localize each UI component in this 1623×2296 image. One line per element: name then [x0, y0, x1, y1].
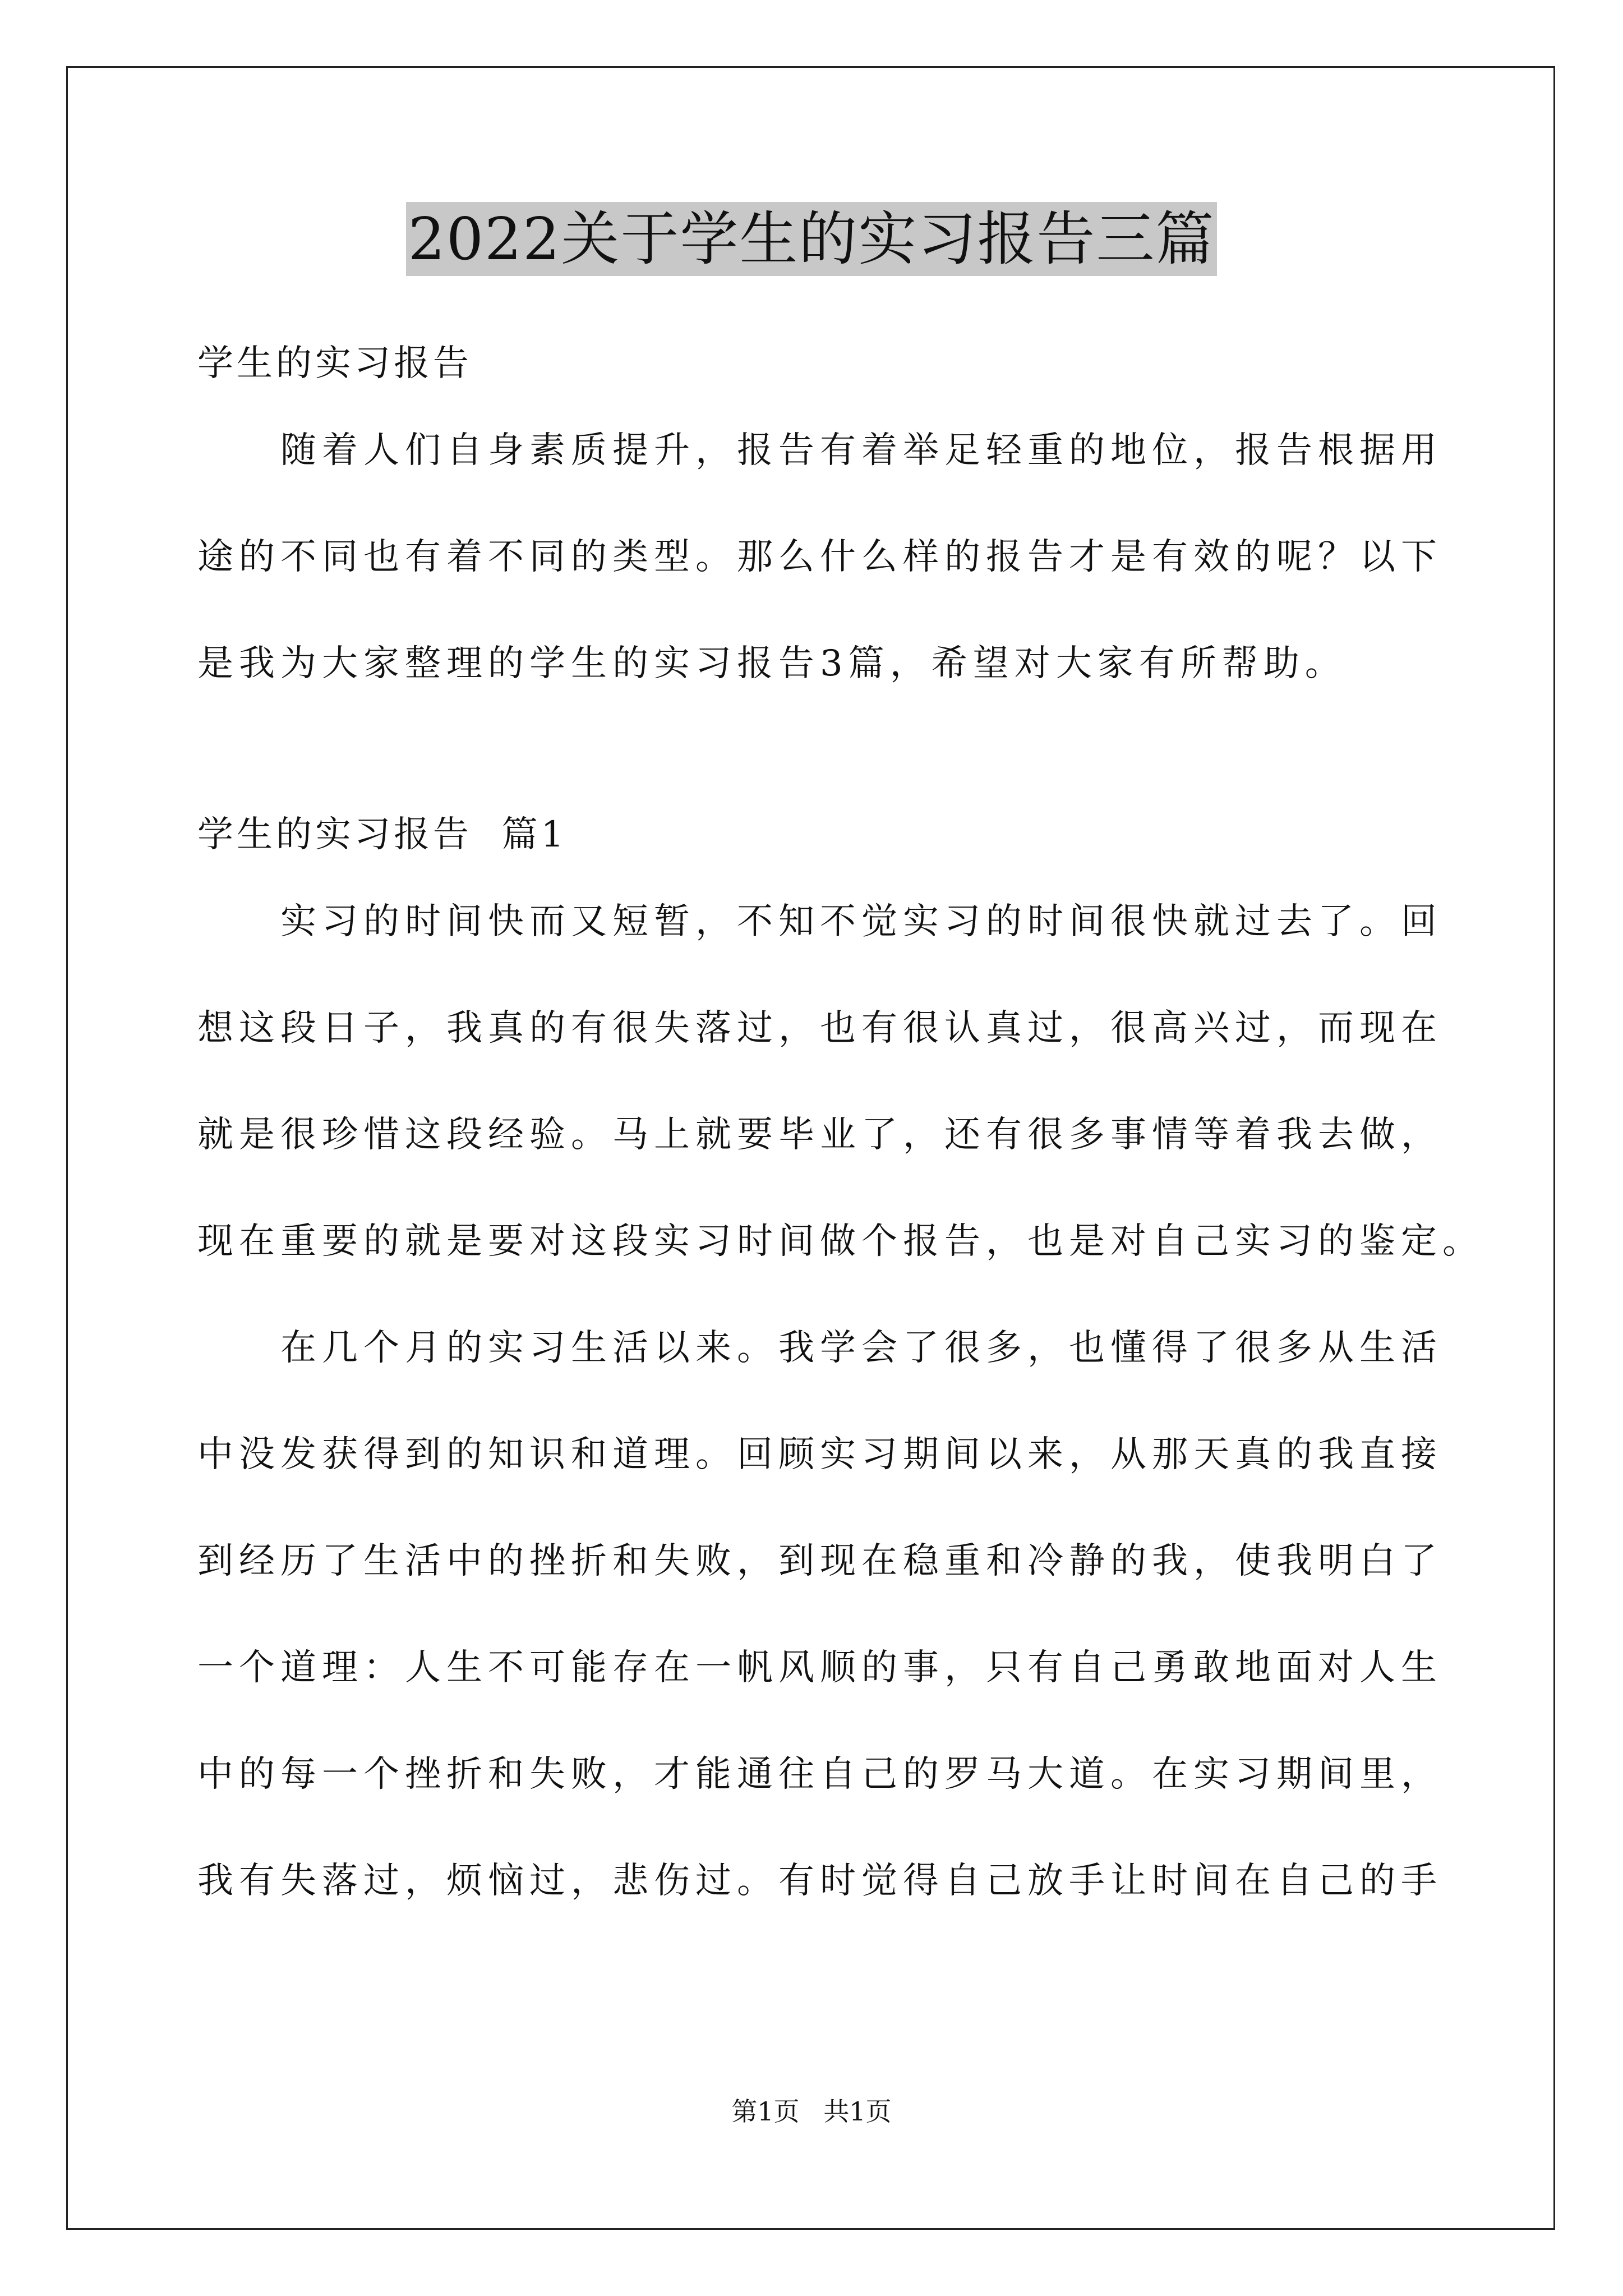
page-number: 第1页: [731, 2096, 800, 2127]
intro-line: 是我为大家整理的学生的实习报告3篇，希望对大家有所帮助。: [197, 643, 1347, 684]
intro-paragraph: [197, 397, 1442, 717]
page-total: 共1页: [823, 2096, 892, 2127]
page-footer: [0, 2095, 1623, 2128]
part1-line: 就是很珍惜这段经验。马上就要毕业了，还有很多事情等着我去做，: [197, 1114, 1442, 1156]
part1-line: 实习的时间快而又短暂，不知不觉实习的时间很快就过去了。回: [280, 901, 1442, 942]
title-wrapper: [0, 202, 1623, 276]
section-heading-part1: 学生的实习报告 篇1: [197, 814, 568, 855]
part1-paragraph-1: [197, 868, 1484, 1295]
part1-line: 到经历了生活中的挫折和失败，到现在稳重和冷静的我，使我明白了: [197, 1540, 1442, 1582]
part1-line: 我有失落过，烦恼过，悲伤过。有时觉得自己放手让时间在自己的手: [197, 1860, 1442, 1902]
part1-paragraph-2: [197, 1295, 1442, 1934]
section-heading-intro: 学生的实习报告: [197, 343, 472, 384]
part1-line: 一个道理：人生不可能存在一帆风顺的事，只有自己勇敢地面对人生: [197, 1647, 1442, 1688]
intro-line: 途的不同也有着不同的类型。那么什么样的报告才是有效的呢？以下: [197, 536, 1442, 578]
part1-line: 中的每一个挫折和失败，才能通往自己的罗马大道。在实习期间里，: [197, 1754, 1442, 1795]
intro-line: 随着人们自身素质提升，报告有着举足轻重的地位，报告根据用: [280, 430, 1442, 471]
part1-line: 中没发获得到的知识和道理。回顾实习期间以来，从那天真的我直接: [197, 1434, 1442, 1475]
document-body: [197, 314, 1484, 1934]
part1-line: 在几个月的实习生活以来。我学会了很多，也懂得了很多从生活: [280, 1327, 1442, 1369]
part1-line: 想这段日子，我真的有很失落过，也有很认真过，很高兴过，而现在: [197, 1007, 1442, 1049]
part1-line: 现在重要的就是要对这段实习时间做个报告，也是对自己实习的鉴定。: [197, 1221, 1484, 1262]
document-title: 2022关于学生的实习报告三篇: [406, 202, 1218, 276]
